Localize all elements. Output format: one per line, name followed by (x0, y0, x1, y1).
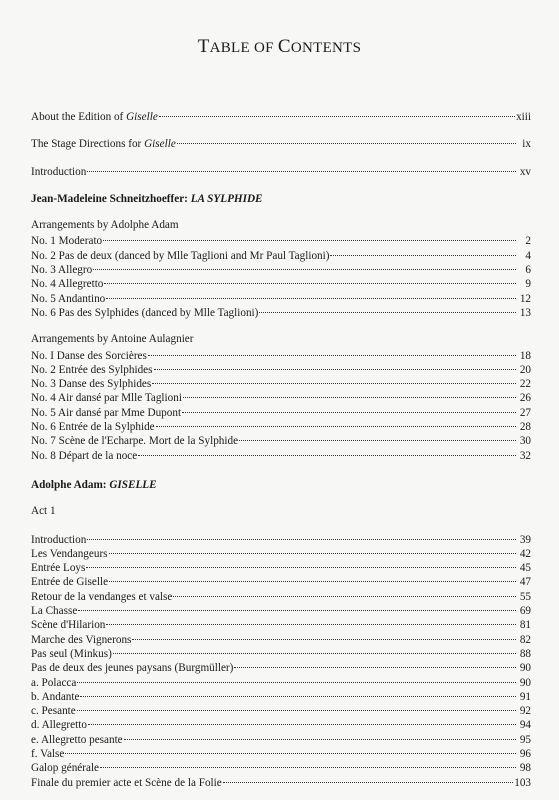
toc-entry-title: Scène d'Hilarion (31, 619, 106, 632)
toc-page-number: 9 (525, 278, 531, 291)
dot-leader (87, 171, 516, 172)
toc-entry[interactable] (31, 633, 531, 647)
toc-entry[interactable] (31, 733, 531, 747)
toc-entry-title: No. 7 Scène de l'Echarpe. Mort de la Sylphide (31, 435, 239, 448)
toc-entry-title: Galop générale (31, 762, 100, 775)
toc-entry-title: Pas seul (Minkus) (31, 647, 112, 660)
act-1-heading: Act 1 (31, 505, 56, 518)
toc-page-number: 32 (519, 449, 531, 462)
toc-page-number: 12 (519, 292, 531, 305)
toc-entry-title: No. 1 Moderato (31, 235, 103, 248)
dot-leader (109, 553, 516, 554)
dot-leader (65, 753, 516, 754)
dot-leader (78, 610, 516, 611)
toc-entry-title: No. I Danse des Sorcières (31, 349, 147, 362)
toc-entry[interactable] (31, 761, 531, 775)
toc-entry-title (31, 110, 158, 124)
toc-entry[interactable] (31, 349, 531, 363)
dot-leader (182, 412, 516, 413)
dot-leader (148, 355, 516, 356)
aulagnier-arrangements-list (31, 349, 531, 463)
toc-entry-title: Retour de la vendanges et valse (31, 590, 173, 603)
toc-entry-title: Finale du premier acte et Scène de la Folie (31, 776, 222, 789)
toc-page-number: 95 (519, 733, 531, 746)
toc-entry[interactable] (31, 249, 531, 263)
toc-entry-title: No. 4 Allegretto (31, 278, 104, 291)
dot-leader (77, 682, 516, 683)
dot-leader (183, 397, 516, 398)
toc-page-number: 27 (519, 406, 531, 419)
toc-page-number: 45 (519, 562, 531, 575)
toc-page-number: 30 (519, 435, 531, 448)
dot-leader (330, 255, 516, 256)
dot-leader (223, 782, 513, 783)
toc-entry-title: d. Allegretto (31, 719, 87, 732)
dot-leader (173, 596, 516, 597)
toc-entry-title-text: The Stage Directions for (31, 138, 145, 151)
dot-leader (154, 369, 517, 370)
toc-entry-title-text: About the Edition of (31, 111, 127, 123)
toc-page-number: 6 (525, 264, 531, 277)
toc-page-number: 4 (525, 249, 531, 262)
toc-entry-title: Les Vendangeurs (31, 547, 108, 560)
sylphide-composer: Jean-Madeleine Schneitzhoeffer: (31, 192, 191, 205)
dot-leader (234, 667, 516, 668)
toc-page-number: 90 (519, 662, 531, 675)
toc-page-number: xiii (516, 111, 531, 123)
toc-entry-title: No. 5 Andantino (31, 292, 106, 305)
toc-entry[interactable] (31, 263, 531, 277)
toc-entry-title: No. 6 Pas des Sylphides (danced by Mlle Taglioni) (31, 306, 259, 319)
toc-entry-title: No. 8 Départ de la noce (31, 449, 138, 462)
toc-entry-title-text: Introduction (31, 165, 87, 178)
adam-arrangements-list (31, 234, 531, 320)
toc-page-number: 39 (519, 533, 531, 546)
toc-entry[interactable] (31, 647, 531, 661)
title-initial-2: C (277, 36, 291, 57)
toc-page-number: 20 (519, 363, 531, 376)
toc-entry[interactable] (31, 137, 531, 151)
toc-page-number: ix (522, 138, 531, 151)
dot-leader (77, 710, 516, 711)
toc-entry[interactable] (31, 449, 531, 463)
toc-entry-title: No. 5 Air dansé par Mme Dupont (31, 406, 182, 419)
dot-leader (124, 739, 516, 740)
giselle-heading (31, 478, 531, 492)
toc-entry[interactable] (31, 234, 531, 248)
dot-leader (104, 283, 516, 284)
toc-page-number: 22 (519, 378, 531, 391)
toc-entry[interactable] (31, 377, 531, 391)
toc-page-number: 28 (519, 421, 531, 434)
toc-entry[interactable] (31, 165, 531, 179)
toc-entry-title: No. 2 Pas de deux (danced by Mlle Taglioni and Mr Paul Taglioni) (31, 249, 330, 262)
toc-entry[interactable] (31, 406, 531, 420)
toc-entry-title: La Chasse (31, 605, 78, 618)
toc-entry-title: Pas de deux des jeunes paysans (Burgmüller) (31, 662, 234, 675)
dot-leader (103, 240, 516, 241)
toc-entry-title (31, 165, 86, 179)
toc-entry-title (31, 137, 176, 151)
toc-page-number: 82 (519, 633, 531, 646)
title-part-2: ONTENTS (290, 40, 362, 56)
toc-page-number: 94 (519, 719, 531, 732)
toc-entry-title: f. Valse (31, 747, 65, 760)
toc-entry[interactable] (31, 533, 531, 547)
dot-leader (100, 767, 516, 768)
toc-entry[interactable] (31, 292, 531, 306)
sylphide-heading (31, 192, 531, 206)
aulagnier-arrangements-heading: Arrangements by Antoine Aulagnier (31, 333, 194, 346)
toc-entry-title: c. Pesante (31, 705, 76, 718)
dot-leader (259, 312, 516, 313)
dot-leader (156, 426, 516, 427)
toc-entry-title: e. Allegretto pesante (31, 733, 123, 746)
giselle-act-1-list (31, 533, 531, 790)
toc-entry-title: No. 3 Allegro (31, 264, 93, 277)
dot-leader (177, 143, 516, 144)
dot-leader (109, 581, 516, 582)
dot-leader (88, 724, 516, 725)
dot-leader (80, 696, 516, 697)
toc-entry[interactable] (31, 363, 531, 377)
toc-entry-title: No. 4 Air dansé par Mlle Taglioni (31, 392, 182, 405)
toc-entry[interactable] (31, 704, 531, 718)
toc-page-number: 26 (519, 392, 531, 405)
toc-page-number: 47 (519, 576, 531, 589)
toc-entry-title: b. Andante (31, 690, 80, 703)
toc-entry[interactable] (31, 420, 531, 434)
toc-page-number: 42 (519, 547, 531, 560)
toc-entry[interactable] (31, 434, 531, 448)
toc-entry[interactable] (31, 306, 531, 320)
dot-leader (132, 639, 516, 640)
adam-arrangements-heading: Arrangements by Adolphe Adam (31, 219, 179, 232)
dot-leader (239, 440, 516, 441)
toc-page-number: 18 (519, 349, 531, 362)
sylphide-work-title: LA SYLPHIDE (190, 192, 263, 205)
toc-entry-title: Introduction (31, 533, 87, 546)
toc-page-number: 81 (519, 619, 531, 632)
toc-entry[interactable] (31, 391, 531, 405)
title-part-1: ABLE OF (209, 40, 278, 56)
toc-page-number: 103 (514, 776, 531, 789)
toc-entry-title: Entrée Loys (31, 562, 86, 575)
toc-entry[interactable] (31, 747, 531, 761)
toc-page-number: 13 (519, 306, 531, 319)
toc-page-number: 96 (519, 747, 531, 760)
toc-entry[interactable] (31, 590, 531, 604)
dot-leader (106, 624, 516, 625)
toc-entry[interactable] (31, 676, 531, 690)
dot-leader (159, 116, 515, 117)
toc-entry[interactable] (31, 547, 531, 561)
giselle-composer: Adolphe Adam: (31, 478, 110, 491)
front-matter-list (31, 110, 531, 179)
toc-entry-title: Entrée de Giselle (31, 576, 109, 589)
toc-entry-title: No. 2 Entrée des Sylphides (31, 363, 153, 376)
giselle-work-title: GISELLE (109, 478, 157, 491)
toc-entry-title: a. Polacca (31, 676, 77, 689)
toc-entry[interactable] (31, 110, 531, 124)
dot-leader (113, 653, 516, 654)
toc-entry[interactable] (31, 604, 531, 618)
toc-page-number: 90 (519, 676, 531, 689)
toc-page-number: 88 (519, 647, 531, 660)
page-title (0, 36, 559, 58)
toc-page-number: 91 (519, 690, 531, 703)
dot-leader (93, 269, 516, 270)
toc-page-number: 69 (519, 605, 531, 618)
toc-entry-title-italic: Giselle (126, 111, 158, 123)
dot-leader (152, 383, 516, 384)
title-initial-1: T (197, 36, 210, 57)
toc-entry-title: No. 3 Danse des Sylphides (31, 378, 152, 391)
toc-entry[interactable] (31, 561, 531, 575)
toc-content (31, 110, 531, 790)
toc-entry[interactable] (31, 277, 531, 291)
toc-entry-title-italic: Giselle (144, 138, 176, 151)
dot-leader (106, 298, 516, 299)
toc-page-number: 2 (525, 235, 531, 248)
toc-entry[interactable] (31, 776, 531, 790)
dot-leader (138, 455, 516, 456)
dot-leader (87, 539, 516, 540)
toc-page-number: 55 (519, 590, 531, 603)
toc-entry[interactable] (31, 661, 531, 675)
toc-entry[interactable] (31, 618, 531, 632)
toc-entry-title: Marche des Vignerons (31, 633, 132, 646)
toc-page-number: xv (519, 165, 531, 178)
toc-page-number: 92 (519, 705, 531, 718)
toc-entry-title: No. 6 Entrée de la Sylphide (31, 421, 155, 434)
dot-leader (86, 567, 516, 568)
toc-entry[interactable] (31, 690, 531, 704)
toc-entry[interactable] (31, 718, 531, 732)
toc-entry[interactable] (31, 575, 531, 589)
toc-page-number: 98 (519, 762, 531, 775)
